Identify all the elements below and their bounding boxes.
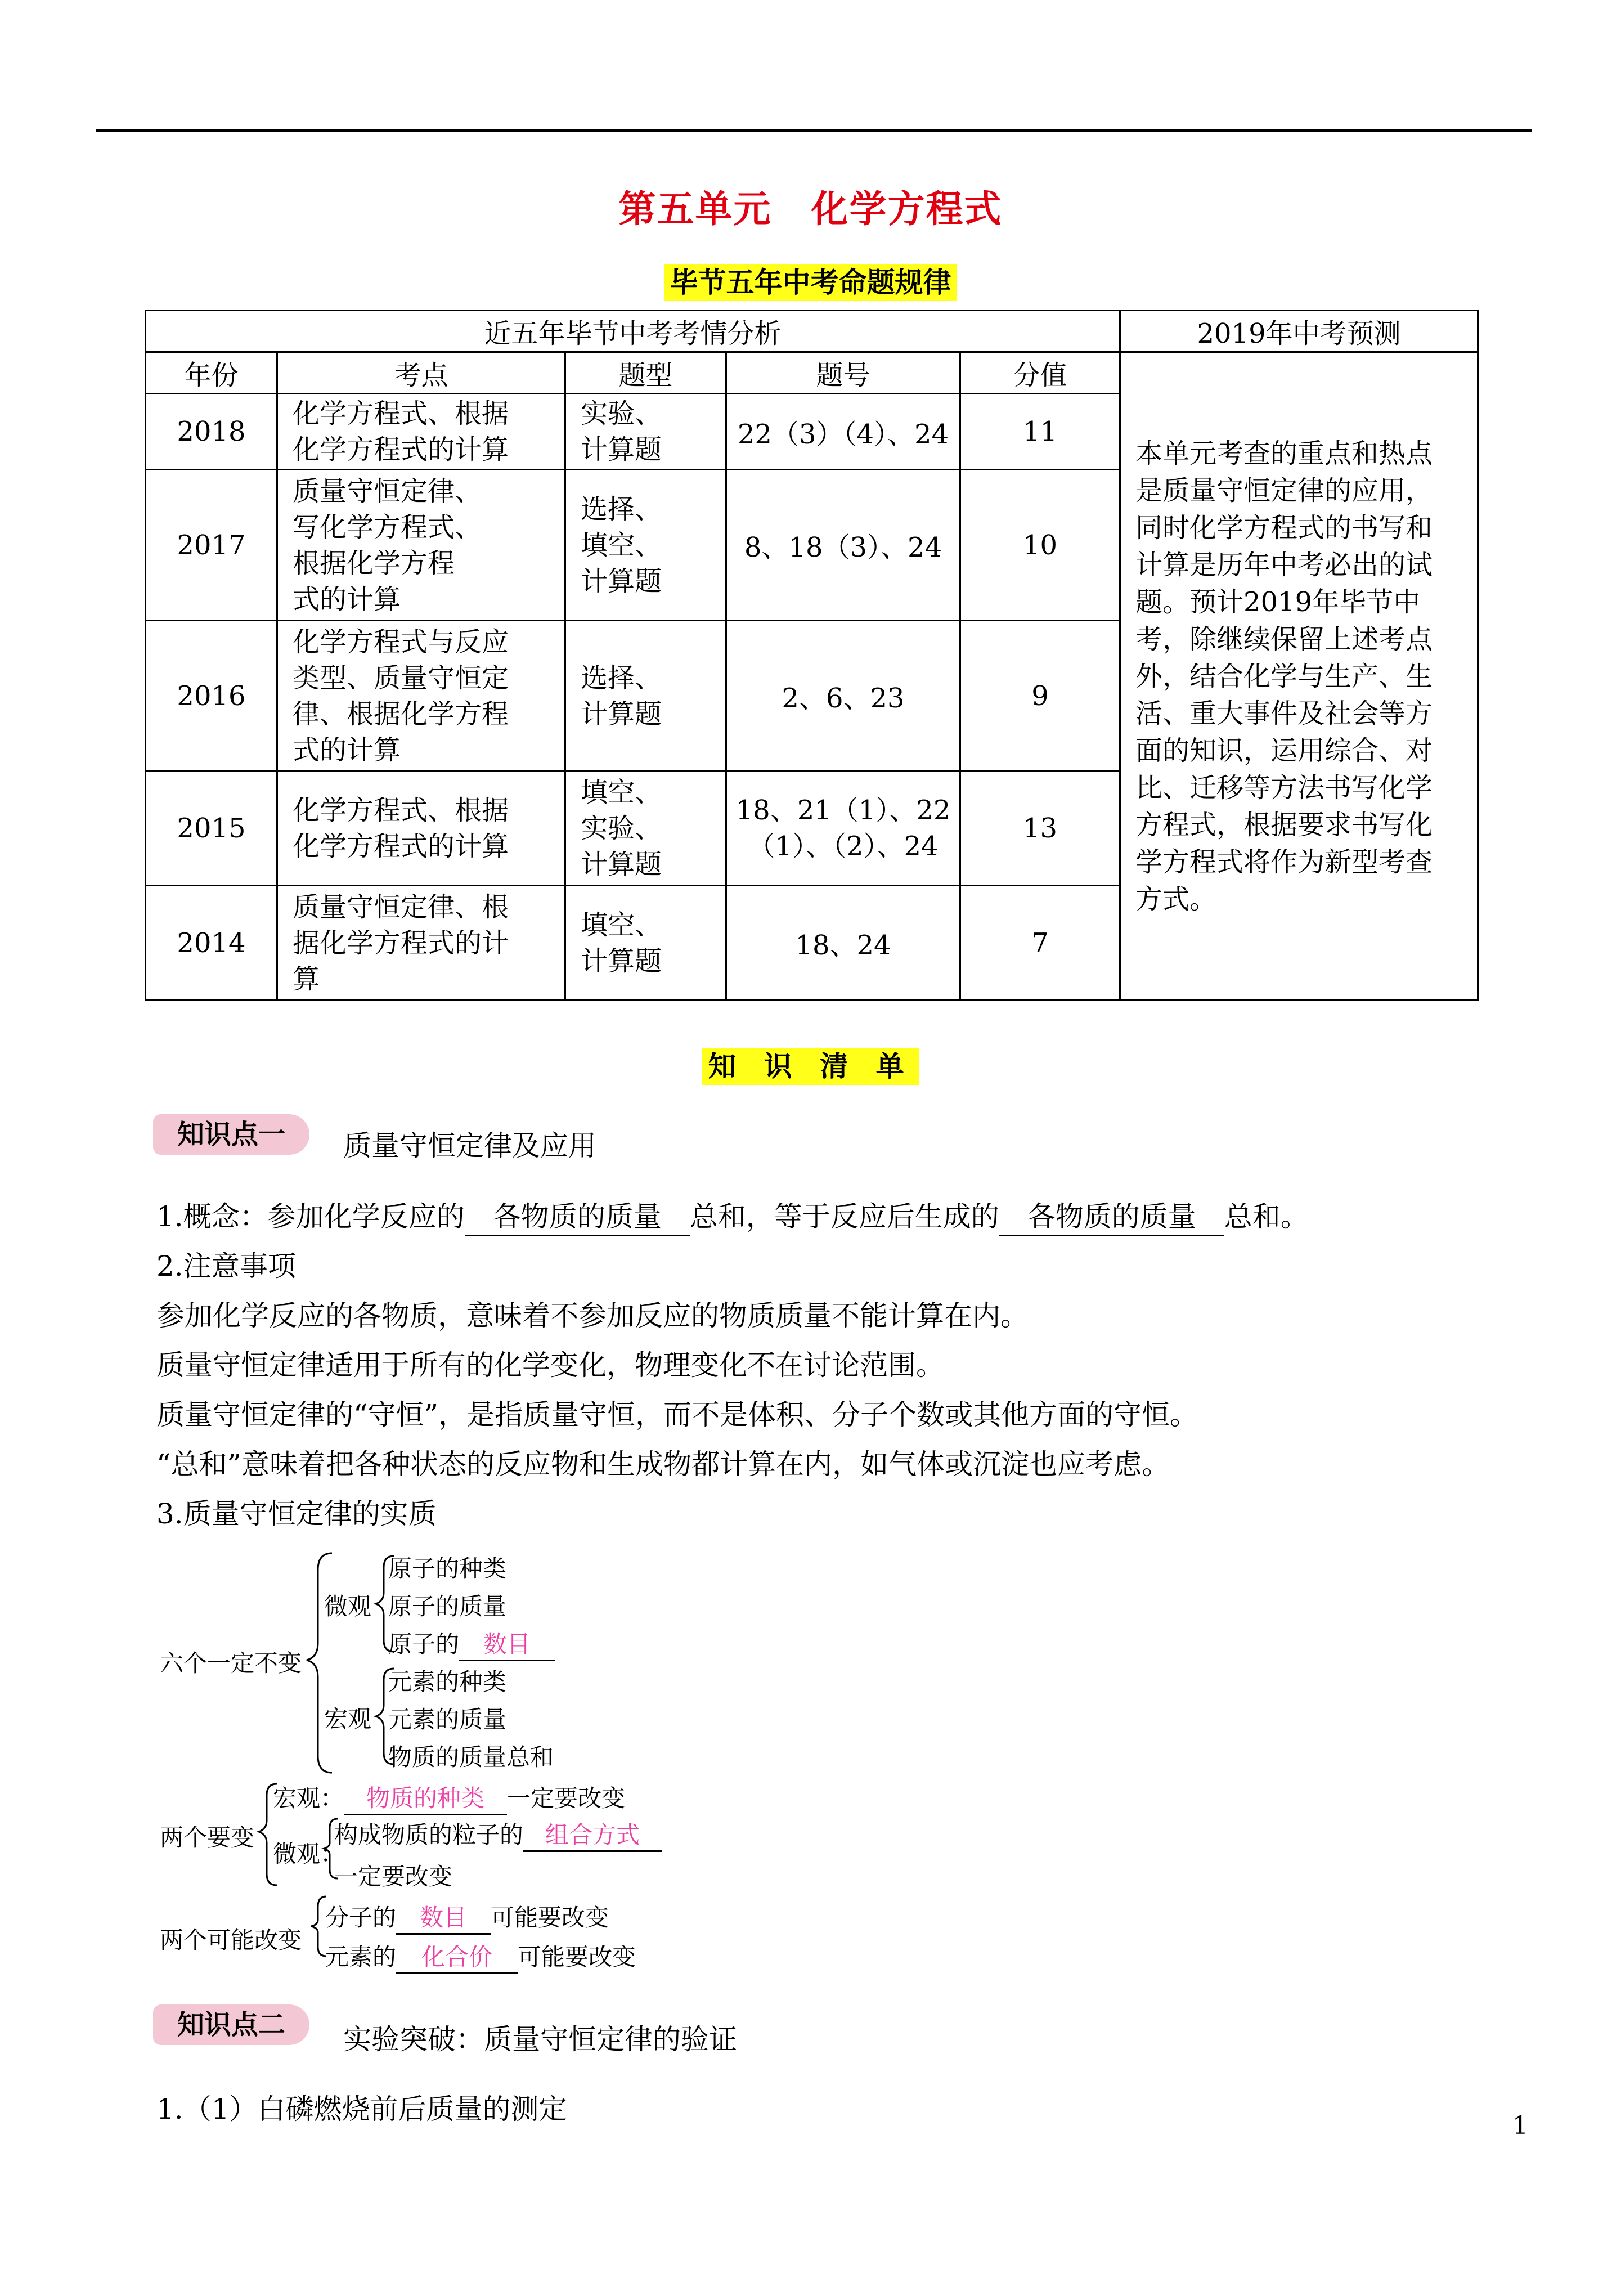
cell-topic: 化学方程式、根据 化学方程式的计算 [277,772,565,886]
cell-number: 8、18（3）、24 [726,470,960,621]
prediction-line: 同时化学方程式的书写和 [1135,512,1433,544]
macro-item: 元素的质量 [388,1706,507,1733]
table-header-right: 2019年中考预测 [1120,311,1478,352]
cell-type: 选择、 填空、 计算题 [565,470,726,621]
micro-item: 原子的种类 [388,1555,507,1582]
cell-number: 2、6、23 [726,621,960,772]
two-change-macro-blank: 物质的种类 [344,1780,507,1815]
kp1-note-head: 2.注意事项 [156,1250,296,1282]
prediction-line: 方式。 [1135,883,1217,915]
unit-title-right: 化学方程式 [811,187,1003,231]
cell-score: 10 [960,470,1120,621]
cell-number: 22（3）（4）、24 [726,394,960,470]
two-change-label: 两个要变 [160,1824,255,1851]
kp1-note: 质量守恒定律适用于所有的化学变化，物理变化不在讨论范围。 [156,1349,944,1382]
cell-type: 选择、 计算题 [565,621,726,772]
cell-type: 填空、 计算题 [565,886,726,1001]
cell-topic: 化学方程式、根据 化学方程式的计算 [277,394,565,470]
col-number: 题号 [726,352,960,394]
cell-year: 2015 [146,772,277,886]
table-header-left: 近五年毕节中考考情分析 [146,311,1120,352]
cell-score: 9 [960,621,1120,772]
cell-topic: 化学方程式与反应 类型、质量守恒定 律、根据化学方程 式的计算 [277,621,565,772]
two-maybe-blank-1: 数目 [396,1899,491,1935]
prediction-line: 学方程式将作为新型考查 [1135,846,1433,878]
macro-label: 宏观 [324,1705,372,1733]
subtitle-highlight: 毕节五年中考命题规律 [664,264,957,301]
page-number: 1 [1512,2111,1528,2140]
two-change-micro-blank: 组合方式 [523,1817,662,1852]
cell-year: 2018 [146,394,277,470]
knowledge-list-highlight: 知 识 清 单 [702,1048,918,1085]
col-score: 分值 [960,352,1120,394]
blank-2: 各物质的质量 [999,1194,1224,1236]
prediction-line: 活、重大事件及社会等方 [1135,697,1433,729]
kp1-note: 参加化学反应的各物质，意味着不参加反应的物质质量不能计算在内。 [156,1299,1029,1332]
cell-score: 7 [960,886,1120,1001]
kp1-note: 质量守恒定律的“守恒”，是指质量守恒，而不是体积、分子个数或其他方面的守恒。 [156,1398,1198,1431]
kp2-title: 实验突破：质量守恒定律的验证 [343,2023,737,2056]
prediction-line: 外，结合化学与生产、生 [1135,660,1433,692]
prediction-line: 考，除继续保留上述考点 [1135,623,1433,655]
blank-1: 各物质的质量 [465,1194,690,1236]
micro-item: 原子的质量 [388,1593,507,1620]
six-unchanged-label: 六个一定不变 [160,1649,302,1677]
prediction-line: 是质量守恒定律的应用， [1135,474,1433,506]
kp1-title: 质量守恒定律及应用 [343,1129,596,1162]
prediction-line: 计算是历年中考必出的试 [1135,549,1433,581]
two-maybe-item: 元素的 化合价 可能要改变 [325,1939,636,1974]
two-change-micro-suffix: 一定要改变 [334,1863,453,1890]
col-topic: 考点 [277,352,565,394]
micro-item: 原子的 数目 [388,1626,555,1661]
unit-title-left: 第五单元 [618,187,772,231]
macro-item: 物质的质量总和 [388,1743,554,1771]
two-maybe-blank-2: 化合价 [396,1939,518,1974]
micro-label: 微观 [324,1593,372,1620]
prediction-line: 题。预计2019年毕节中 [1135,586,1421,618]
col-type: 题型 [565,352,726,394]
cell-topic: 质量守恒定律、 写化学方程式、 根据化学方程 式的计算 [277,470,565,621]
kp1-concept: 1.概念：参加化学反应的 各物质的质量 总和，等于反应后生成的 各物质的质量 总和。 [156,1194,1309,1236]
prediction-line: 方程式，根据要求书写化 [1135,809,1433,841]
cell-year: 2016 [146,621,277,772]
cell-score: 13 [960,772,1120,886]
kp1-badge: 知识点一 [153,1114,309,1155]
prediction-line: 面的知识，运用综合、对 [1135,734,1433,766]
cell-year: 2017 [146,470,277,621]
two-maybe-item: 分子的 数目 可能要改变 [325,1899,609,1935]
cell-type: 实验、 计算题 [565,394,726,470]
col-year: 年份 [146,352,277,394]
two-change-micro: 构成物质的粒子的 组合方式 [334,1817,662,1852]
cell-score: 11 [960,394,1120,470]
kp1-note: “总和”意味着把各种状态的反应物和生成物都计算在内，如气体或沉淀也应考虑。 [156,1448,1170,1481]
macro-item: 元素的种类 [388,1668,507,1696]
cell-topic: 质量守恒定律、根 据化学方程式的计 算 [277,886,565,1001]
prediction-line: 比、迁移等方法书写化学 [1135,772,1433,804]
two-change-micro-prefix: 微观： [273,1840,344,1868]
cell-type: 填空、 实验、 计算题 [565,772,726,886]
kp2-badge: 知识点二 [153,2004,309,2045]
cell-number: 18、24 [726,886,960,1001]
two-maybe-label: 两个可能改变 [160,1926,302,1954]
kp2-item: 1.（1）白磷燃烧前后质量的测定 [156,2093,567,2125]
two-change-macro: 宏观： 物质的种类 一定要改变 [273,1780,625,1815]
prediction-line: 本单元考查的重点和热点 [1135,437,1433,469]
cell-year: 2014 [146,886,277,1001]
cell-number: 18、21（1）、22 （1）、（2）、24 [726,772,960,886]
kp1-essence-head: 3.质量守恒定律的实质 [156,1497,437,1530]
micro-blank: 数目 [459,1626,555,1661]
